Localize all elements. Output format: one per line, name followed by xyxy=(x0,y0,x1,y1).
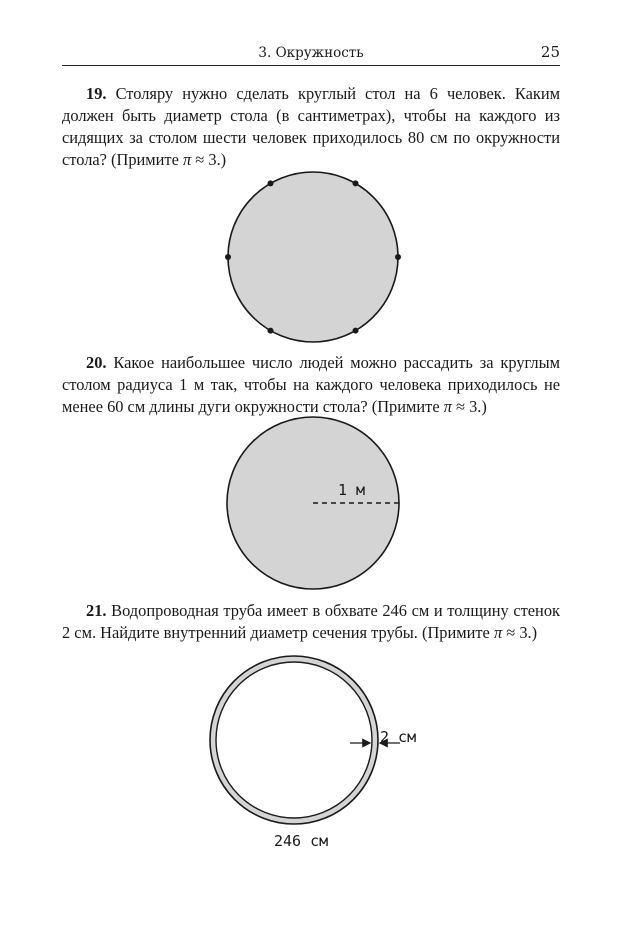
thickness-label: 2 см xyxy=(380,728,417,746)
pi-symbol: π xyxy=(443,397,452,416)
problem-20 xyxy=(62,352,560,418)
approx-value: ≈ 3.) xyxy=(451,397,487,416)
problem-number: 20. xyxy=(86,353,107,372)
radius-label: 1 м xyxy=(338,481,366,499)
figure-pipe-section xyxy=(200,655,430,855)
pi-symbol: π xyxy=(182,150,192,169)
problem-number: 19. xyxy=(86,84,107,103)
page-header xyxy=(62,43,560,66)
pipe-inner-circle xyxy=(216,662,372,818)
seat-dot xyxy=(353,180,359,186)
problem-19 xyxy=(62,83,560,171)
pi-symbol: π xyxy=(493,623,503,642)
running-head: 3. Окружность xyxy=(258,45,364,61)
approx-value: ≈ 3.) xyxy=(191,150,227,169)
problem-21 xyxy=(62,600,560,644)
figure-round-table-radius xyxy=(222,415,404,593)
approx-value: ≈ 3.) xyxy=(502,623,538,642)
seat-dot xyxy=(353,328,359,334)
table-circle xyxy=(228,172,398,342)
problem-text: Водопроводная труба имеет в обхвате 246 см и толщину стенок 2 см. Найдите внутренний диаметр сечения трубы. (Примите xyxy=(62,601,560,642)
problem-number: 21. xyxy=(86,601,107,620)
seat-dot xyxy=(268,180,274,186)
circumference-label: 246 см xyxy=(274,832,329,850)
seat-dot xyxy=(225,254,231,260)
page-number: 25 xyxy=(540,43,560,61)
problem-text: Столяру нужно сделать круглый стол на 6 человек. Каким должен быть диаметр стола (в сантиметрах), чтобы на каждого из сидящих за столом шести человек приходилось 80 см по окружности стола? (Примите xyxy=(62,84,560,169)
figure-round-table-seats xyxy=(222,175,404,343)
seat-dot xyxy=(395,254,401,260)
problem-text: Какое наибольшее число людей можно рассадить за круглым столом радиуса 1 м так, чтобы на каждого человека приходилось не менее 60 см длины дуги окружности стола? (Примите xyxy=(62,353,560,416)
seat-dot xyxy=(268,328,274,334)
